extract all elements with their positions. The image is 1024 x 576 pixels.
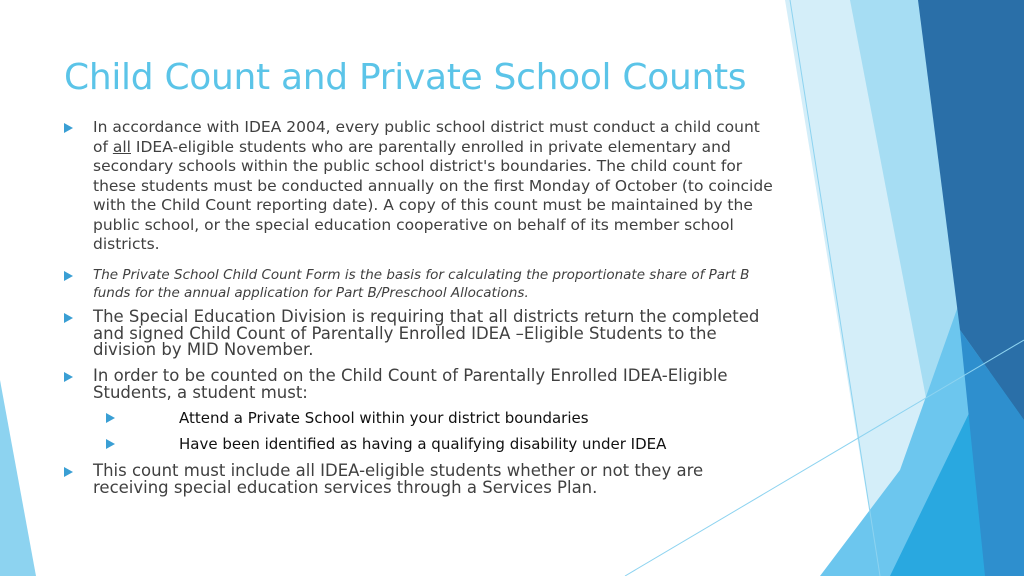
slide-title: Child Count and Private School Counts (64, 57, 747, 98)
sub-bullet-text: Attend a Private School within your district boundaries (179, 409, 589, 427)
bullet-arrow-icon (64, 372, 73, 382)
sub-bullet-text: Have been identified as having a qualifying disability under IDEA (179, 435, 667, 453)
left-accent-shape (0, 380, 36, 576)
bullet-text (93, 118, 773, 255)
bullet-text-part: In accordance with IDEA 2004, every public school district must conduct a child count of (93, 118, 760, 156)
bullet-arrow-icon (64, 467, 73, 477)
bullet-arrow-icon (64, 313, 73, 323)
bullet-arrow-icon (64, 123, 73, 133)
underlined-word: all (112, 137, 131, 156)
sub-bullet-arrow-icon (106, 439, 115, 449)
sub-bullet-arrow-icon (106, 413, 115, 423)
bullet-text: The Special Education Division is requiring that all districts return the completed and signed Child Count of Parentally Enrolled IDEA –Eligible Students to the division by MID November. (93, 307, 760, 359)
bullet-text-part: IDEA-eligible students who are parentally enrolled in private elementary and secondary schools within the public school district's boundaries. The child count for these students must be conducted annually on the first Monday of October (to coincide with the Child Count reporting date). A copy of this count must be maintained by the public school, or the special education cooperative on behalf of its member school districts. (93, 137, 773, 253)
bullet-text: The Private School Child Count Form is the basis for calculating the proportionate share of Part B funds for the annual application for Part B/Preschool Allocations. (93, 267, 750, 301)
bullet-text: This count must include all IDEA-eligible students whether or not they are receiving special education services through a Services Plan. (93, 461, 704, 497)
bullet-arrow-icon (64, 271, 73, 281)
bullet-text: In order to be counted on the Child Count of Parentally Enrolled IDEA-Eligible Students, a student must: (93, 366, 728, 402)
